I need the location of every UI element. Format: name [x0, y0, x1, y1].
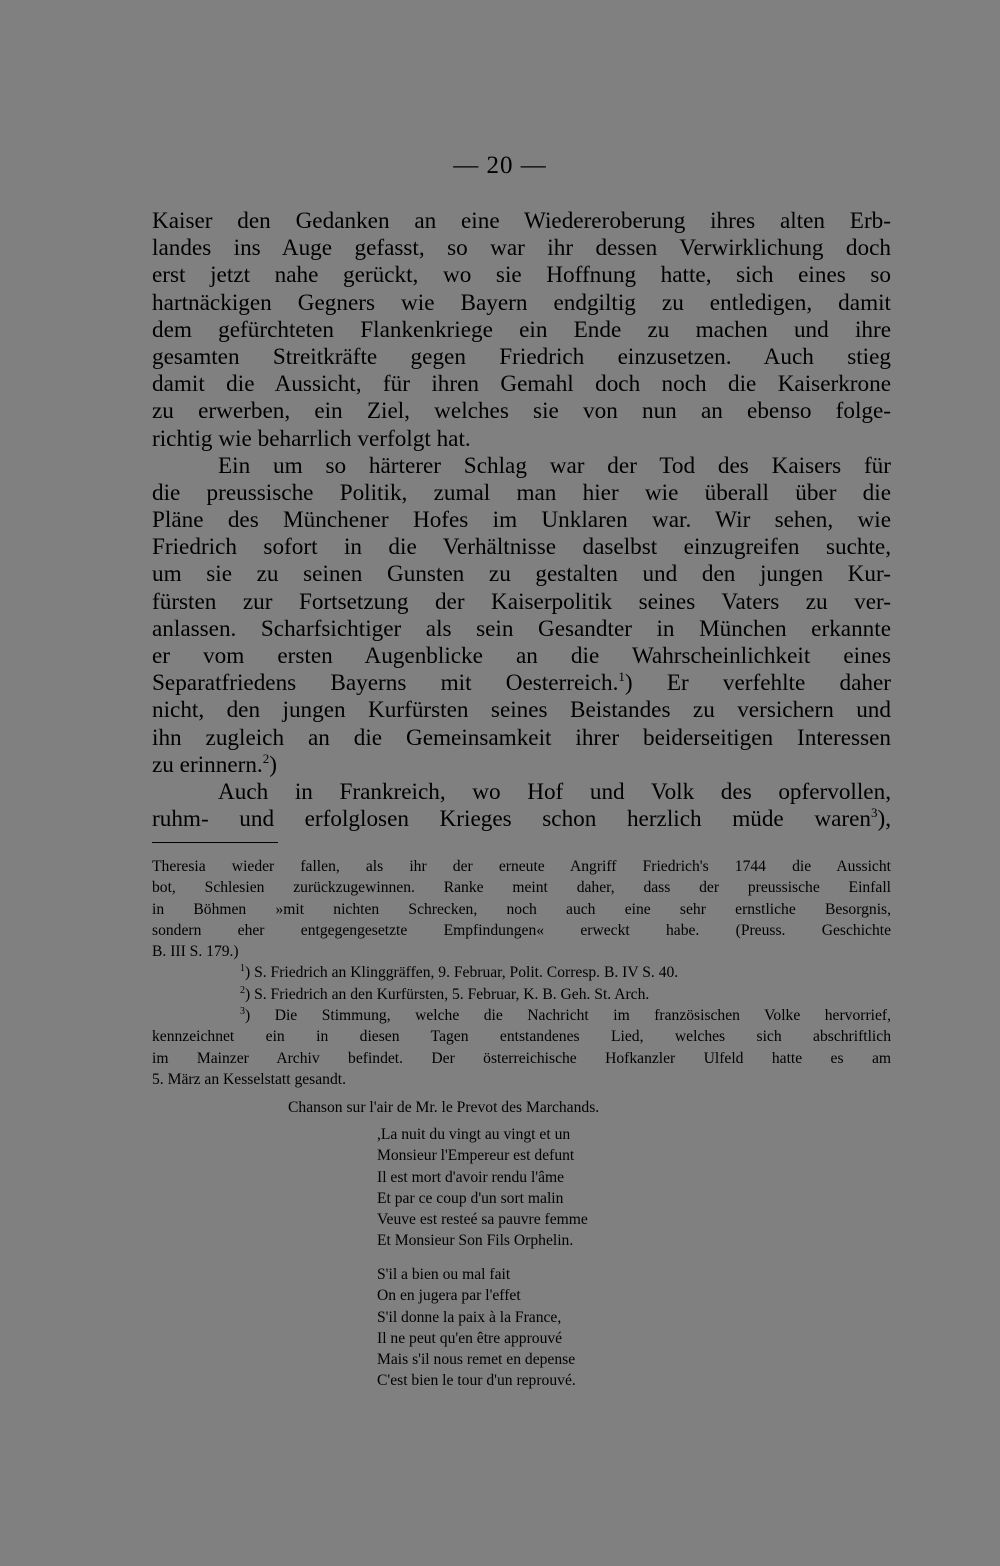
footnote-line: 5. März an Kesselstatt gesandt. — [152, 1070, 347, 1088]
text-line: fürsten zur Fortsetzung der Kaiserpolitik seines Vaters zu ver- — [152, 588, 891, 615]
footnote-line: in Böhmen »mit nichten Schrecken, noch auch eine sehr ernstliche Besorgnis, — [152, 900, 891, 918]
text-line: landes ins Auge gefasst, so war ihr dessen Verwirklichung doch — [152, 235, 891, 262]
text-line: damit die Aussicht, für ihren Gemahl doch noch die Kaiserkrone — [152, 371, 891, 398]
footnote-line: im Mainzer Archiv befindet. Der österreichische Hofkanzler Ulfeld hatte es am — [152, 1049, 891, 1067]
footnote-line: sondern eher entgegengesetzte Empfindungen« erweckt habe. (Preuss. Geschichte — [152, 921, 891, 939]
footnote-marker: 3 — [240, 1006, 245, 1018]
footnotes — [152, 856, 891, 1090]
text-line: Ein um so härterer Schlag war der Tod des Kaisers für — [218, 452, 891, 479]
footnote-text: ) Die Stimmung, welche die Nachricht im französischen Volke hervorrief, — [245, 1007, 891, 1025]
text-line: dem gefürchteten Flankenkriege ein Ende zu machen und ihre — [152, 316, 891, 343]
verse-line: Et par ce coup d'un sort malin — [377, 1189, 564, 1207]
text-line: er vom ersten Augenblicke an die Wahrscheinlichkeit eines — [152, 643, 891, 669]
footnote-ref-2: 2 — [262, 750, 270, 766]
footnote-2 — [152, 984, 891, 1005]
footnote-line: Theresia wieder fallen, als ihr der erneute Angriff Friedrich's 1744 die Aussicht — [152, 858, 891, 875]
text-segment: Separatfriedens Bayerns mit Oesterreich. — [152, 670, 619, 697]
verse-line: Il ne peut qu'en être approuvé — [377, 1329, 563, 1347]
text-segment: ruhm- und erfolglosen Krieges schon herzlich müde waren — [152, 806, 871, 833]
text-line: um sie zu seinen Gunsten zu gestalten und den jungen Kur- — [152, 561, 891, 588]
verse-line: S'il a bien ou mal fait — [377, 1266, 511, 1283]
text-line: anlassen. Scharfsichtiger als sein Gesandter in München erkannte — [152, 615, 891, 642]
main-text — [152, 208, 891, 833]
verse-line: C'est bien le tour d'un reprouvé. — [377, 1372, 576, 1390]
verse-line: S'il donne la paix à la France, — [377, 1308, 562, 1326]
footnote-1 — [152, 962, 891, 983]
verse-line: Il est mort d'avoir rendu l'âme — [377, 1168, 565, 1186]
chanson-stanza-1 — [377, 1124, 588, 1252]
footnote-3 — [152, 1005, 891, 1026]
text-line: erst jetzt nahe gerückt, wo sie Hoffnung hatte, sich eines so — [152, 262, 891, 289]
footnote-line: B. III S. 179.) — [152, 943, 239, 961]
footnote-marker: 2 — [240, 984, 245, 996]
text-line: gesamten Streitkräfte gegen Friedrich einzusetzen. Auch stieg — [152, 343, 891, 370]
footnote-divider — [152, 842, 278, 843]
text-line: Friedrich sofort in die Verhältnisse daselbst einzugreifen suchte, — [152, 534, 891, 561]
footnote-line: kennzeichnet ein in diesen Tagen entstandenes Lied, welches sich abschriftlich — [152, 1028, 891, 1046]
verse-line: Et Monsieur Son Fils Orphelin. — [377, 1232, 574, 1250]
text-segment: zu erinnern. — [152, 751, 263, 778]
paren: ) — [624, 670, 633, 697]
verse-line: On en jugera par l'effet — [377, 1287, 521, 1305]
text-line: richtig wie beharrlich verfolgt hat. — [152, 425, 471, 452]
footnote-ref-1: 1 — [618, 669, 625, 685]
footnote-line: bot, Schlesien zurückzugewinnen. Ranke meint daher, dass der preussische Einfall — [152, 879, 891, 897]
footnote-ref-3: 3 — [870, 805, 878, 821]
verse-line: ,La nuit du vingt au vingt et un — [377, 1126, 571, 1143]
verse-line: Veuve est resteé sa pauvre femme — [377, 1211, 588, 1229]
paren: ) — [269, 751, 277, 778]
page-number: — 20 — — [453, 152, 547, 179]
footnote-text: ) S. Friedrich an den Kurfürsten, 5. Februar, K. B. Geh. St. Arch. — [245, 985, 650, 1003]
verse-line: Monsieur l'Empereur est defunt — [377, 1147, 575, 1165]
verse-line: Mais s'il nous remet en depense — [377, 1351, 576, 1369]
text-line — [152, 806, 891, 833]
text-line — [152, 752, 891, 779]
text-line: Auch in Frankreich, wo Hof und Volk des opfervollen, — [218, 778, 891, 805]
text-line: hartnäckigen Gegners wie Bayern endgiltig zu entledigen, damit — [152, 289, 891, 316]
text-line: zu erwerben, ein Ziel, welches sie von nun an ebenso folge- — [152, 398, 891, 425]
text-segment: Er verfehlte daher — [632, 670, 891, 697]
text-line: Pläne des Münchener Hofes im Unklaren war. Wir sehen, wie — [152, 507, 891, 534]
text-line: die preussische Politik, zumal man hier wie überall über die — [152, 479, 891, 506]
text-line: ihn zugleich an die Gemeinsamkeit ihrer beiderseitigen Interessen — [152, 724, 891, 751]
chanson-stanza-2 — [377, 1264, 576, 1392]
chanson-title: Chanson sur l'air de Mr. le Prevot des Marchands. — [288, 1099, 600, 1116]
text-line: nicht, den jungen Kurfürsten seines Beistandes zu versichern und — [152, 697, 891, 724]
text-line — [152, 670, 891, 697]
footnote-text: ) S. Friedrich an Klinggräffen, 9. Februar, Polit. Corresp. B. IV S. 40. — [245, 964, 679, 982]
text-segment: ), — [877, 806, 891, 833]
footnote-marker: 1 — [240, 963, 245, 975]
text-line: Kaiser den Gedanken an eine Wiedereroberung ihres alten Erb- — [152, 208, 891, 234]
